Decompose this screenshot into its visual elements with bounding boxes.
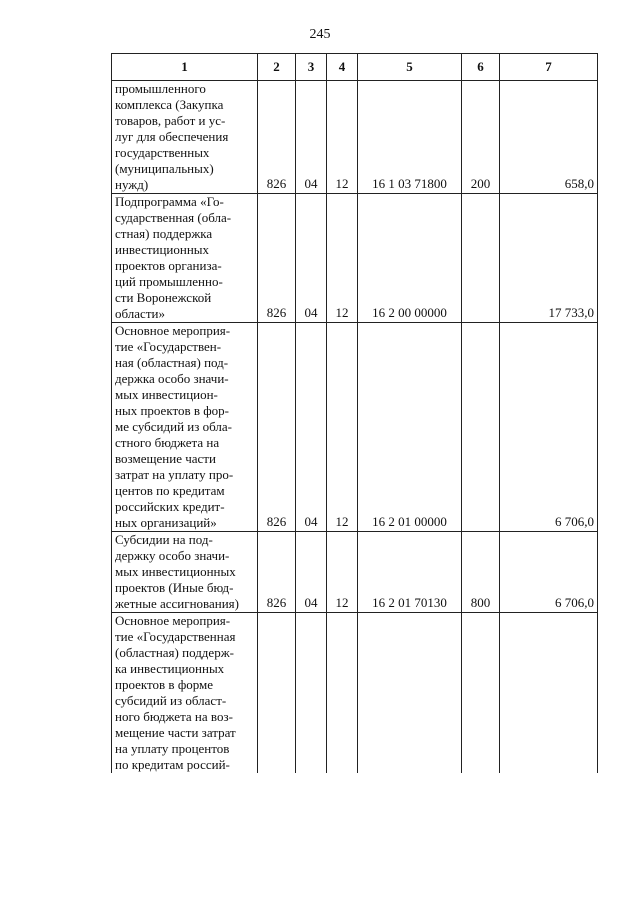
col-header-1: 1 — [112, 54, 258, 81]
row-name-cell — [112, 532, 258, 613]
row-name: Основное мероприя- тие «Государственная (областная) поддерж- ка инвестиционных проектов в форме субсидий из област- ного бюджета на воз- мещение части затрат на уплату процентов по кредитам россий- — [115, 613, 236, 772]
target-article-code: 16 1 03 71800 — [358, 81, 462, 194]
table-row — [112, 532, 598, 613]
expense-type-code — [462, 194, 500, 323]
section-code: 04 — [296, 323, 327, 532]
amount: 6 706,0 — [500, 532, 598, 613]
budget-table — [111, 53, 598, 773]
amount — [500, 613, 598, 774]
subsection-code: 12 — [327, 81, 358, 194]
row-name: Подпрограмма «Го- сударственная (обла- стная) поддержка инвестиционных проектов организа- ций промышленно- сти Воронежской области» — [115, 194, 232, 321]
amount: 17 733,0 — [500, 194, 598, 323]
col-header-2: 2 — [258, 54, 296, 81]
col-header-4: 4 — [327, 54, 358, 81]
section-code: 04 — [296, 532, 327, 613]
subsection-code: 12 — [327, 532, 358, 613]
table-row — [112, 81, 598, 194]
subsection-code: 12 — [327, 323, 358, 532]
subsection-code: 12 — [327, 194, 358, 323]
subsection-code — [327, 613, 358, 774]
col-header-6: 6 — [462, 54, 500, 81]
amount: 6 706,0 — [500, 323, 598, 532]
target-article-code: 16 2 01 70130 — [358, 532, 462, 613]
target-article-code: 16 2 01 00000 — [358, 323, 462, 532]
expense-type-code: 800 — [462, 532, 500, 613]
ministry-code — [258, 613, 296, 774]
expense-type-code — [462, 323, 500, 532]
col-header-7: 7 — [500, 54, 598, 81]
row-name-cell — [112, 613, 258, 774]
row-name: Основное мероприя- тие «Государствен- ная (областная) под- держка особо значи- мых инвестицион- ных проектов в фор- ме субсидий из обла- стного бюджета на возмещение части затрат на уплату про- центов по кредитам российских кредит- ных организаций» — [115, 323, 234, 530]
ministry-code: 826 — [258, 194, 296, 323]
section-code: 04 — [296, 81, 327, 194]
header-row — [112, 54, 598, 81]
expense-type-code: 200 — [462, 81, 500, 194]
section-code — [296, 613, 327, 774]
amount: 658,0 — [500, 81, 598, 194]
target-article-code: 16 2 00 00000 — [358, 194, 462, 323]
ministry-code: 826 — [258, 81, 296, 194]
ministry-code: 826 — [258, 532, 296, 613]
page-number: 245 — [309, 27, 331, 42]
row-name-cell — [112, 323, 258, 532]
row-name: промышленного комплекса (Закупка товаров, работ и ус- луг для обеспечения государственных (муниципальных) нужд) — [115, 81, 229, 192]
row-name-cell — [112, 81, 258, 194]
row-name: Субсидии на под- держку особо значи- мых инвестиционных проектов (Иные бюд- жетные ассигнования) — [115, 532, 239, 611]
expense-type-code — [462, 613, 500, 774]
table-row — [112, 323, 598, 532]
col-header-5: 5 — [358, 54, 462, 81]
row-name-cell — [112, 194, 258, 323]
ministry-code: 826 — [258, 323, 296, 532]
section-code: 04 — [296, 194, 327, 323]
table-row — [112, 613, 598, 774]
table-row — [112, 194, 598, 323]
target-article-code — [358, 613, 462, 774]
col-header-3: 3 — [296, 54, 327, 81]
